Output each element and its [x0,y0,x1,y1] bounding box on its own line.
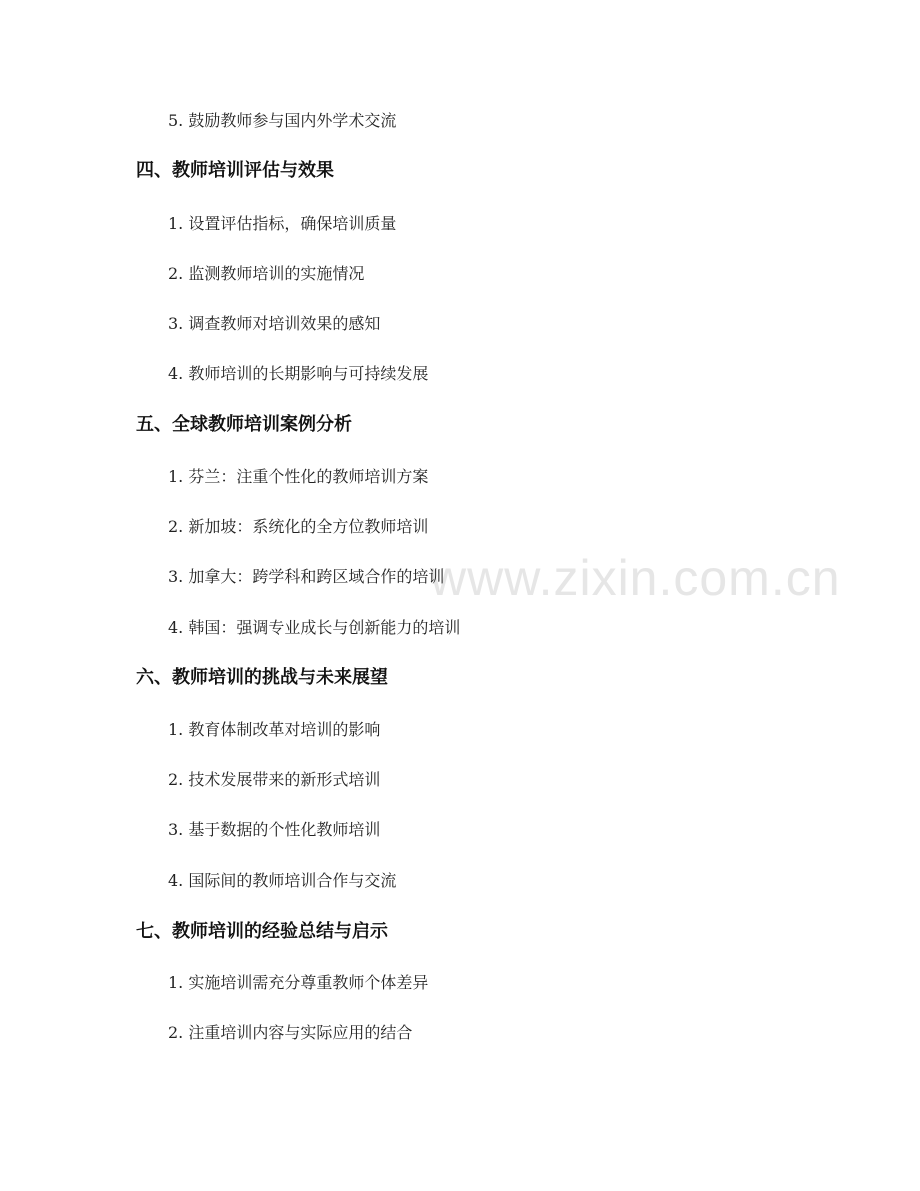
list-item: 2. 技术发展带来的新形式培训 [168,770,381,789]
list-item: 1. 设置评估指标，确保培训质量 [168,214,397,233]
list-item: 3. 基于数据的个性化教师培训 [168,820,381,839]
list-item: 2. 监测教师培训的实施情况 [168,264,365,283]
list-item: 4. 国际间的教师培训合作与交流 [168,871,397,890]
list-item: 1. 芬兰：注重个性化的教师培训方案 [168,467,429,486]
list-item: 3. 调查教师对培训效果的感知 [168,314,381,333]
list-item: 5. 鼓励教师参与国内外学术交流 [168,111,397,130]
list-item: 1. 实施培训需充分尊重教师个体差异 [168,973,429,992]
list-item: 2. 注重培训内容与实际应用的结合 [168,1023,413,1042]
list-item: 2. 新加坡：系统化的全方位教师培训 [168,517,429,536]
watermark: www.zixin.com.cn [430,550,841,606]
list-item: 4. 教师培训的长期影响与可持续发展 [168,364,429,383]
list-item: 4. 韩国：强调专业成长与创新能力的培训 [168,618,461,637]
section-heading: 五、全球教师培训案例分析 [136,414,352,435]
section-heading: 四、教师培训评估与效果 [136,160,334,181]
list-item: 1. 教育体制改革对培训的影响 [168,720,381,739]
list-item: 3. 加拿大：跨学科和跨区域合作的培训 [168,567,445,586]
section-heading: 六、教师培训的挑战与未来展望 [136,667,388,688]
section-heading: 七、教师培训的经验总结与启示 [136,921,388,942]
